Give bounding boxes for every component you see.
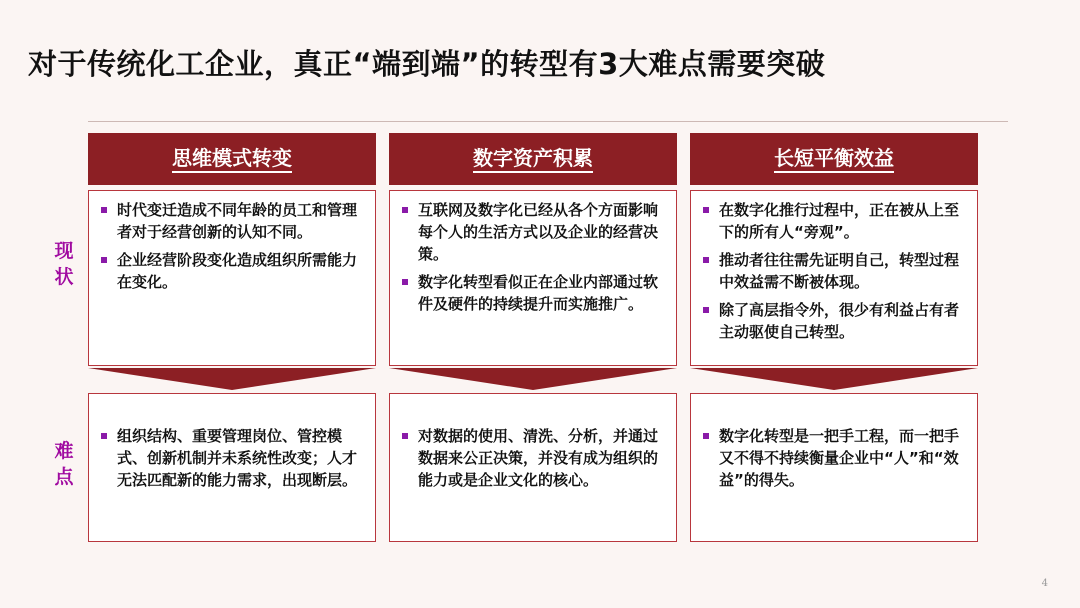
column-header-data-assets: [389, 133, 677, 185]
title-divider: [88, 121, 1008, 122]
row-label-status-char-1: 现: [54, 240, 74, 262]
list-item: 数字化转型看似正在企业内部通过软件及硬件的持续提升而实施推广。: [400, 271, 666, 315]
down-arrow-icon: [389, 368, 677, 390]
list-item: 除了高层指令外，很少有利益占有者主动驱使自己转型。: [701, 299, 967, 343]
row-label-status-char-2: 状: [54, 266, 74, 288]
difficulty-box-data-assets: [389, 393, 677, 542]
column-header-balance: [690, 133, 978, 185]
row-label-difficulty: [44, 438, 84, 490]
list-item: 时代变迁造成不同年龄的员工和管理者对于经营创新的认知不同。: [99, 199, 365, 243]
difficulty-box-balance: [690, 393, 978, 542]
column-header-label: 长短平衡效益: [774, 146, 894, 173]
down-arrow-icon: [690, 368, 978, 390]
column-header-label: 思维模式转变: [172, 146, 292, 173]
list-item: 互联网及数字化已经从各个方面影响每个人的生活方式以及企业的经营决策。: [400, 199, 666, 265]
status-box-mindset: [88, 190, 376, 366]
list-item: 数字化转型是一把手工程，而一把手又不得不持续衡量企业中“人”和“效益”的得失。: [701, 425, 967, 491]
difficulty-box-mindset: [88, 393, 376, 542]
list-item: 在数字化推行过程中，正在被从上至下的所有人“旁观”。: [701, 199, 967, 243]
list-item: 企业经营阶段变化造成组织所需能力在变化。: [99, 249, 365, 293]
list-item: 推动者往往需先证明自己，转型过程中效益需不断被体现。: [701, 249, 967, 293]
list-item: 组织结构、重要管理岗位、管控模式、创新机制并未系统性改变；人才无法匹配新的能力需求，出现断层。: [99, 425, 365, 491]
column-header-label: 数字资产积累: [473, 146, 593, 173]
row-label-difficulty-char-2: 点: [54, 466, 74, 488]
list-item: 对数据的使用、清洗、分析，并通过数据来公正决策，并没有成为组织的能力或是企业文化的核心。: [400, 425, 666, 491]
page-title: 对于传统化工企业，真正“端到端”的转型有3大难点需要突破: [28, 47, 826, 81]
column-header-mindset: [88, 133, 376, 185]
page-number: 4: [1041, 578, 1048, 589]
row-label-status: [44, 238, 84, 290]
down-arrow-icon: [88, 368, 376, 390]
status-box-data-assets: [389, 190, 677, 366]
status-box-balance: [690, 190, 978, 366]
row-label-difficulty-char-1: 难: [54, 440, 74, 462]
